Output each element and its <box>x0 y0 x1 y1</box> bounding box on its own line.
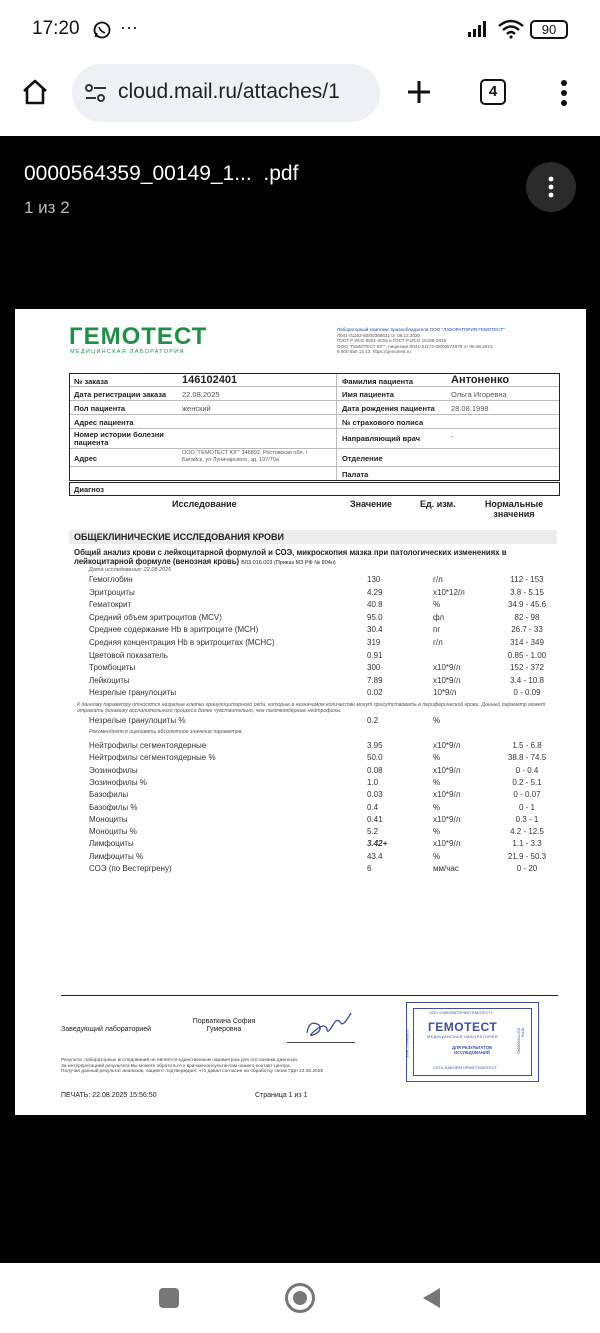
row-value: 130 <box>367 575 381 584</box>
disclaimer <box>61 1058 323 1075</box>
table-row <box>77 575 573 587</box>
row-norm: 314 - 349 <box>510 638 544 647</box>
signal-icon <box>466 20 490 43</box>
stamp-inn: ИНН 7706488637 <box>405 1028 410 1058</box>
row-value: 40.8 <box>367 600 383 610</box>
row-unit: x10*9/л <box>433 663 461 673</box>
row-unit: фл <box>433 612 445 622</box>
footer-divider <box>61 995 558 996</box>
order-number: 146102401 <box>182 374 238 386</box>
table-row <box>77 827 573 839</box>
row-value: 0.4 <box>367 802 379 812</box>
row-norm: 0.85 - 1.00 <box>507 650 547 660</box>
stamp-sub: МЕДИЦИНСКАЯ ЛАБОРАТОРИЯ <box>427 1034 498 1039</box>
dob-value: 28.08.1998 <box>451 404 489 413</box>
row-unit: x10*9/л <box>433 765 461 775</box>
col-unit-header: Ед. изм. <box>420 499 456 509</box>
site-settings-icon[interactable] <box>84 83 108 108</box>
row-value: 0.2 <box>367 716 379 725</box>
order-label: № заказа <box>74 377 109 386</box>
name-label: Имя пациента <box>342 390 394 399</box>
row-test: Эозинофилы % <box>89 777 147 787</box>
section-title: ОБЩЕКЛИНИЧЕСКИЕ ИССЛЕДОВАНИЯ КРОВИ <box>74 532 284 542</box>
sex-value: женский <box>182 404 211 413</box>
row-value: 43.4 <box>367 851 383 861</box>
stamp-top: ООО «ЛАБОРАТОРИЯ ГЕМОТЕСТ» <box>429 1011 493 1015</box>
doctor-label: Направляющий врач <box>342 434 421 443</box>
file-name: 0000564359_00149_1... .pdf <box>24 162 299 185</box>
license-line: 8 800 550 13 13, https://gemotest.ru <box>337 349 411 354</box>
row-test: Гемоглобин <box>89 575 133 584</box>
row-norm: 1.5 - 6.8 <box>512 741 542 750</box>
row-unit: пг <box>433 625 441 635</box>
row-value: 0.08 <box>367 765 383 775</box>
row-value: 95.0 <box>367 612 383 622</box>
signature-image <box>297 1009 367 1043</box>
row-norm: 0 - 0.09 <box>513 688 541 698</box>
row-value: 300 <box>367 663 381 673</box>
row-value: 5.2 <box>367 827 379 837</box>
row-unit: мм/час <box>433 864 459 873</box>
row-test: Эритроциты <box>89 587 135 597</box>
row-test: Средняя концентрация Hb в эритроцитах (MCHC) <box>89 638 275 647</box>
license-block <box>337 327 577 355</box>
address-label: Адрес <box>74 454 98 463</box>
url-bar[interactable] <box>72 64 380 122</box>
table-row <box>77 716 573 728</box>
row-unit: 10*9/л <box>433 688 457 698</box>
menu-dots-icon[interactable] <box>558 79 570 112</box>
reg-date-label: Дата регистрации заказа <box>74 390 167 399</box>
patient-info-table <box>69 373 560 481</box>
table-row <box>77 663 573 675</box>
row-unit: % <box>433 802 441 812</box>
stamp-purpose: ДЛЯ РЕЗУЛЬТАТОВ ИССЛЕДОВАНИЙ <box>452 1045 492 1055</box>
license-line: ООО "ГЕМОТЕСТ ЮГ", лицензия Л041-01174-08/00574978 от 06.08.2021 <box>337 343 493 349</box>
row-norm: 0.3 - 1 <box>515 814 539 824</box>
row-unit: % <box>433 600 441 610</box>
viewer-menu-button[interactable] <box>526 162 576 212</box>
plus-icon[interactable] <box>405 78 433 111</box>
status-bar <box>0 0 600 60</box>
row-test: Базофилы % <box>89 802 138 812</box>
row-unit: % <box>433 777 441 787</box>
row-test: Цветовой показатель <box>89 650 168 660</box>
row-test: Среднее содержание Hb в эритроците (MCH) <box>89 625 259 635</box>
disclaimer-line: Результат лабораторных исследований не является единственным параметром для постановки диагноза. <box>61 1058 299 1063</box>
row-unit: x10*9/л <box>433 790 461 800</box>
row-value: 50.0 <box>367 753 383 763</box>
row-test: Лейкоциты <box>89 675 130 685</box>
row-norm: 21.9 - 50.3 <box>507 851 547 861</box>
head-label: Заведующий лабораторией <box>61 1026 151 1033</box>
row-value: 0.91 <box>367 650 383 660</box>
wifi-icon <box>498 19 524 44</box>
row-value: 0.41 <box>367 814 383 824</box>
pdf-page <box>15 309 586 1115</box>
tab-switcher-button[interactable] <box>480 79 506 105</box>
more-notifications-icon: ··· <box>120 17 138 37</box>
diagnosis-box <box>69 482 560 496</box>
panel-code: В03.016.003 (Приказ МЗ РФ № 804н) <box>241 560 336 566</box>
row-norm: 1.1 - 3.3 <box>512 839 542 849</box>
table-row <box>77 600 573 612</box>
row-test: Моноциты <box>89 814 128 824</box>
lab-stamp <box>406 1002 539 1082</box>
row-norm: 0.2 - 5.1 <box>512 777 542 787</box>
table-row <box>77 852 573 864</box>
row-value: 30.4 <box>367 625 383 635</box>
row-test: Незрелые гранулоциты % <box>89 716 186 725</box>
table-row <box>77 588 573 600</box>
doctor-value: - <box>451 432 454 441</box>
table-row <box>77 613 573 625</box>
row-norm: 0 - 0.07 <box>513 790 541 800</box>
disclaimer-line: Получая данный результат анализов, пациент подтверждает, что давал согласие на обработку своих ПДн 22.08.2025 <box>61 1069 324 1075</box>
name-value: Ольга Игоревна <box>451 390 507 399</box>
row-norm: 34.9 - 45.6 <box>507 600 547 610</box>
row-test: СОЭ (по Вестергрену) <box>89 864 172 873</box>
row-value: 1.0 <box>367 777 379 787</box>
row-unit: x10*9/л <box>433 675 461 685</box>
row-unit: % <box>433 827 441 837</box>
table-row <box>77 741 573 753</box>
table-row <box>77 766 573 778</box>
license-line: Лабораторный комплекс правообладателя ООО "ЛАБОРАТОРИЯ ГЕМОТЕСТ" <box>337 327 505 332</box>
row-value: 0.03 <box>367 790 383 800</box>
stamp-bottom: СЕТЬ ЛАБОРАТОРИЙ ГЕМОТЕСТ <box>433 1065 497 1070</box>
page-indicator: 1 из 2 <box>24 198 70 217</box>
row-test: Нейтрофилы сегментоядерные % <box>89 753 216 763</box>
row-norm: 82 - 98 <box>514 612 540 622</box>
ward-label: Палата <box>342 470 369 479</box>
row-value: 6 <box>367 864 372 873</box>
row-norm: 26.7 - 33 <box>511 625 543 635</box>
battery-level: 90 <box>541 22 557 37</box>
col-norm-header: Нормальные значения <box>484 499 544 519</box>
row-unit: x10*9/л <box>433 839 461 849</box>
table-row <box>77 651 573 663</box>
row-test: Эозинофилы <box>89 765 138 775</box>
table-row <box>77 625 573 637</box>
print-timestamp: ПЕЧАТЬ: 22.08.2025 15:56:50 <box>61 1092 157 1099</box>
col-test-header: Исследование <box>172 499 237 509</box>
logo-text: ГЕМОТЕСТ <box>69 323 208 350</box>
surname-label: Фамилия пациента <box>342 377 414 386</box>
lab-address: ООО "ГЕМОТЕСТ ЮГ" 346892, Ростовская обл, г Батайск, ул Луначарского, зд. 197/70а <box>182 450 308 463</box>
row-norm: 0 - 0.4 <box>515 765 539 775</box>
disclaimer-line: За интерпретацией результата Вы можете обратиться к врачам-консультантам нашего контакт-центра. <box>61 1063 291 1069</box>
home-button[interactable] <box>285 1283 315 1313</box>
table-row <box>77 688 573 700</box>
table-row <box>77 778 573 790</box>
whatsapp-icon <box>92 20 112 40</box>
row-unit: x10*12/л <box>433 587 465 597</box>
head-name: Порваткина София Гумеровна <box>192 1018 256 1033</box>
recent-apps-button[interactable] <box>159 1288 179 1308</box>
tab-count: 4 <box>488 83 498 100</box>
row-test: Тромбоциты <box>89 663 136 673</box>
stamp-ogrn: ОГРН 1027700008540 <box>516 1027 525 1054</box>
department-label: Отделение <box>342 454 383 463</box>
row-value: 4.29 <box>367 587 383 597</box>
table-row <box>77 676 573 688</box>
row-test: Гематокрит <box>89 600 132 610</box>
row-value: 3.42+ <box>367 839 388 849</box>
row-test: Лимфоциты <box>89 839 134 849</box>
home-icon[interactable] <box>20 77 50 112</box>
table-row <box>77 753 573 765</box>
row-norm: 152 - 372 <box>510 663 544 673</box>
table-row <box>77 839 573 851</box>
table-row <box>77 815 573 827</box>
row-unit: x10*9/л <box>433 741 461 750</box>
license-line: ГОСТ Р ИСО 9001-2015 и ГОСТ Р ИСО 15189-2015 <box>337 338 447 343</box>
row-test: Нейтрофилы сегментоядерные <box>89 741 207 750</box>
row-norm: 38.8 - 74.5 <box>507 753 547 763</box>
table-row <box>77 790 573 802</box>
diagnosis-label: Диагноз <box>74 485 104 494</box>
row-test: Незрелые гранулоциты <box>89 688 177 698</box>
reg-date: 22.08.2025 <box>182 390 220 399</box>
row-unit: % <box>433 851 441 861</box>
row-norm: 0 - 20 <box>516 864 538 873</box>
license-line: Л041-01162-50/00368631 от 08.12.2020 <box>337 332 421 338</box>
row-test: Базофилы <box>89 790 129 800</box>
row-unit: x10*9/л <box>433 814 461 824</box>
row-test: Лимфоциты % <box>89 851 144 861</box>
status-time: 17:20 <box>32 18 80 39</box>
url-text: cloud.mail.ru/attaches/1 <box>118 80 340 103</box>
row-norm: 4.2 - 12.5 <box>510 827 544 837</box>
row-test: Моноциты % <box>89 827 137 837</box>
row-test: Средний объем эритроцитов (MCV) <box>89 612 222 622</box>
page-number: Страница 1 из 1 <box>255 1092 308 1099</box>
row-value: 3.95 <box>367 741 383 750</box>
sex-label: Пол пациента <box>74 404 126 413</box>
back-button[interactable] <box>420 1286 442 1315</box>
signature-line <box>287 1042 355 1043</box>
row-norm: 3.8 - 5.15 <box>510 587 544 597</box>
row-unit: г/л <box>433 638 443 647</box>
row-value: 319 <box>367 638 381 647</box>
table-row <box>77 864 573 876</box>
logo-subtext: МЕДИЦИНСКАЯ ЛАБОРАТОРИЯ <box>70 349 185 355</box>
row-unit: % <box>433 753 441 763</box>
stamp-brand: ГЕМОТЕСТ <box>428 1020 498 1034</box>
note-immature: К данному параметру относятся незрелые клетки гранулоцитарного ряда, которые в незначимом количестве могут присутствовать в периферической крови. Данный параметр может отражать динамику воспалительного процесса более чувствительно, чем палочкоядерные нейтрофилы. <box>77 702 546 714</box>
note-recommend: Рекомендуется оценивать абсолютное значение параметра. <box>89 729 243 735</box>
table-row <box>77 638 573 650</box>
row-value: 7.89 <box>367 675 383 685</box>
col-value-header: Значение <box>350 499 393 509</box>
table-row <box>77 803 573 815</box>
row-norm: 3.4 - 10.8 <box>510 675 544 685</box>
panel-title-text: Общий анализ крови с лейкоцитарной формулой и СОЭ, микроскопия мазка при патологических изменениях в лейкоцитарной формуле (венозная кровь) <box>74 548 507 566</box>
policy-label: № страхового полиса <box>342 418 424 427</box>
row-norm: 0 - 1 <box>518 802 535 812</box>
battery-icon <box>530 20 568 39</box>
row-unit: г/л <box>433 575 443 584</box>
system-nav-bar <box>0 1263 600 1333</box>
dob-label: Дата рождения пациента <box>342 404 435 413</box>
gemotest-logo <box>69 325 207 355</box>
history-label: Номер истории болезни пациента <box>74 430 164 447</box>
row-value: 0.02 <box>367 688 383 698</box>
panel-title <box>74 548 560 568</box>
patient-address-label: Адрес пациента <box>74 418 134 427</box>
row-norm: 112 - 153 <box>510 575 544 584</box>
surname-value: Антоненко <box>451 374 510 386</box>
row-unit: % <box>433 716 441 725</box>
study-date: Дата исследования: 22.08.2025 <box>89 567 172 573</box>
